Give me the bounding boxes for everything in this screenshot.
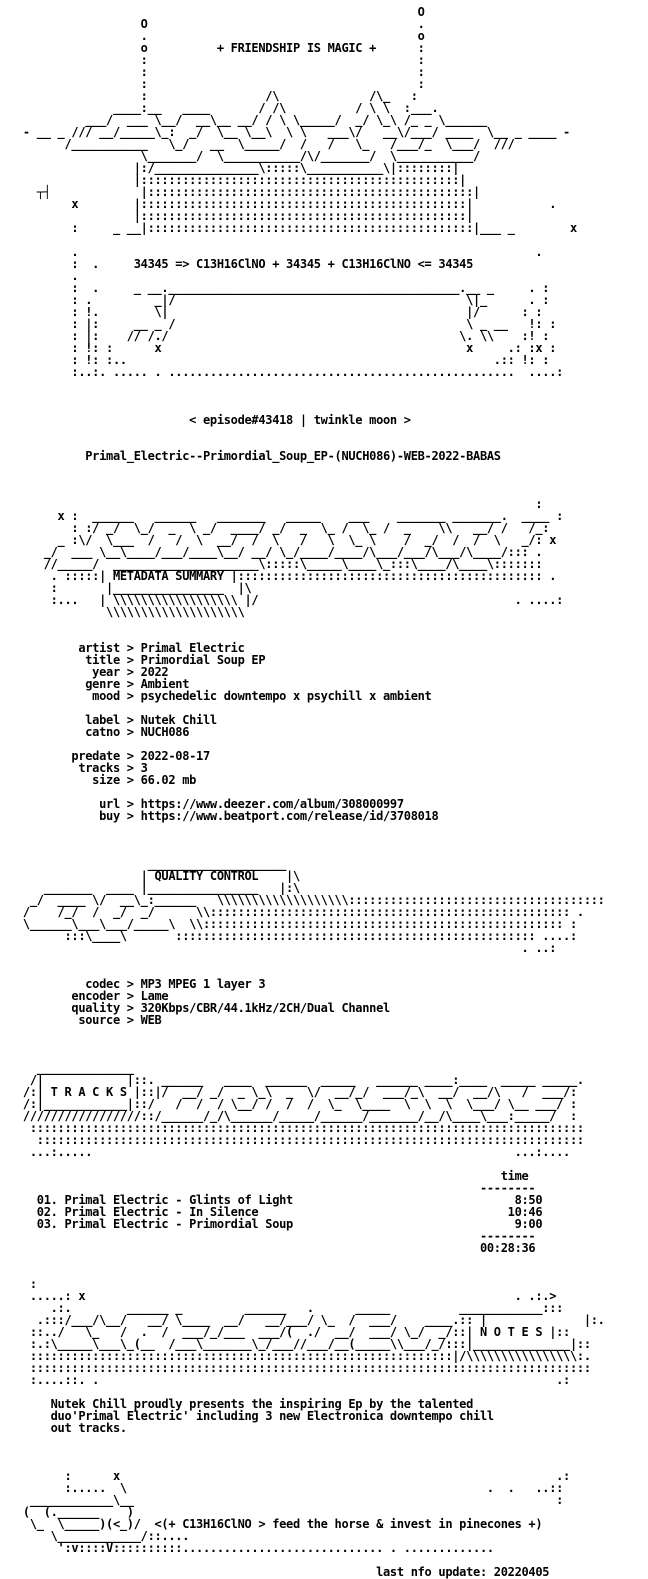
nfo-line: ::../ \_ / . / ___/_/___ ___/( ./ __/ ___/ \_/ _/::| N O T E S |:: <box>16 1325 570 1339</box>
nfo-line: x : ______ ______ _______ _____ ___ _______ _______. ____ : <box>16 509 564 523</box>
nfo-line: : : <box>16 53 425 67</box>
nfo-line: ':v::::V::::::::::............................. . ............. <box>16 1541 494 1555</box>
nfo-line: \_______/ \___________/\/_______/ \___________/ <box>16 149 480 163</box>
nfo-line: |:/_______________\:::::\___________\|::::::::| <box>16 161 460 175</box>
nfo-line: 02. Primal Electric - In Silence 10:46 <box>16 1205 543 1219</box>
nfo-line: duo'Primal Electric' including 3 new Electronica downtempo chill <box>16 1409 494 1423</box>
nfo-line: : . 34345 => C13H16ClNO + 34345 + C13H16ClNO <= 34345 <box>16 257 474 271</box>
nfo-line: \_ \_____)(<_)/ <(+ C13H16ClNO > feed the horse & invest in pinecones +) <box>16 1517 543 1531</box>
nfo-line: /:|____________|::/ / / / \__/ / / / \_ \____ \ \ \ \___/ \__ ___/ : <box>16 1097 577 1111</box>
nfo-line: :....::. . .: <box>16 1373 570 1387</box>
nfo-line: _/ ____ \/ __\_:______ \\\\\\\\\\\\\\\\\\\::::::::::::::::::::::::::::::::::::: <box>16 893 605 907</box>
nfo-line: :::\____\ :::::::::::::::::::::::::::::::::::::::::::::::::::: ....: <box>16 929 577 943</box>
nfo-line: / /_/ / _/ _/ \\:::::::::::::::::::::::::::::::::::::::::::::::::::: . <box>16 905 584 919</box>
nfo-line: //_____/ _____________________\:::::\_____\____\_:::\____/\____\::::::: <box>16 557 543 571</box>
nfo-line: : : <box>16 65 425 79</box>
nfo-line: :::::::::::::::::::::::::::::::::::::::::::::::::::::::::::::::::::::::::::::::: <box>16 1121 584 1135</box>
nfo-line: |::::::::::::::::::::::::::::::::::::::::::::::| <box>16 173 467 187</box>
nfo-line: x |:::::::::::::::::::::::::::::::::::::::::::::::| . <box>16 197 557 211</box>
nfo-line: ( (.______ ) <box>16 1505 134 1519</box>
nfo-line: : !: : x x .: :x : <box>16 341 557 355</box>
nfo-line: ___/ ___ \__/ __\__ __/ / \ \_____/ _/ \_\ /_ _ \______ <box>16 113 487 127</box>
nfo-line: :::::::::::::::::::::::::::::::::::::::::::::::::::::::::::::|/\\\\\\\\\\\\\\\\:. <box>16 1349 591 1363</box>
nfo-line: /___________ \_/ __ \_____/ / / \_ /___/_ \___/ /// <box>16 137 515 151</box>
nfo-line: /| |::. ______ ____ ______ _____ ______ ____:____ _____ _____. <box>16 1073 584 1087</box>
nfo-line: : :/ _/ \_/ _ \ _/ ____/ _/ _ \_ / \_ / _ \\ __/ / /_: <box>16 521 550 535</box>
nfo-line: \____________/::.... <box>16 1529 190 1543</box>
nfo-line: : |: // /./ \. \\ :! : <box>16 329 550 343</box>
nfo-line: . <box>16 269 79 283</box>
nfo-line: _______ ____ |________________ |:\ <box>16 881 300 895</box>
nfo-line: /:| T R A C K S |::|/ __/ _/ _ \_\ _ \/ __/_/ ___/_\ __/ __/\ / ___/: <box>16 1085 577 1099</box>
nfo-line: :... | \\\\\\\\\\\\\\\\\\ |/ . ....: <box>16 593 564 607</box>
nfo-line: .:. ______ _ ______ . _____ ____________::: <box>16 1301 564 1315</box>
nfo-line: mood > psychedelic downtempo x psychill x ambient <box>16 689 432 703</box>
nfo-line: : <box>16 497 543 511</box>
nfo-line: size > 66.02 mb <box>16 773 197 787</box>
nfo-line: .:::/___/\__/ __/ \____ __/ __/___/ \_ / ___/ ____.:: | |:. <box>16 1313 605 1327</box>
nfo-line: 01. Primal Electric - Glints of Light 8:50 <box>16 1193 543 1207</box>
nfo-line: |:::::::::::::::::::::::::::::::::::::::::::::::| <box>16 209 474 223</box>
nfo-line: url > https://www.deezer.com/album/308000997 <box>16 797 404 811</box>
nfo-line: . :::::| METADATA SUMMARY |:::::::::::::::::::::::::::::::::::::::::::: . <box>16 569 557 583</box>
nfo-line: .....: x . .:.> <box>16 1289 557 1303</box>
nfo-line: : _ __|:::::::::::::::::::::::::::::::::::::::::::::::|___ _ x <box>16 221 577 235</box>
nfo-line: buy > https://www.beatport.com/release/id/3708018 <box>16 809 439 823</box>
nfo-line: artist > Primal Electric <box>16 641 245 655</box>
nfo-line: out tracks. <box>16 1421 127 1435</box>
nfo-line: year > 2022 <box>16 665 169 679</box>
nfo-line: . ..: <box>16 941 557 955</box>
nfo-line: : <box>16 1277 37 1291</box>
nfo-line: O <box>16 5 425 19</box>
nfo-line: /////////////////::/______/_/\______/_____/______/_______/__/\____\___:_____/ : <box>16 1109 577 1123</box>
nfo-line: : !. \| |/ : : <box>16 305 543 319</box>
nfo-line: : |: __ _ / \ _ __ !: : <box>16 317 557 331</box>
nfo-line: : !: :.. .:: !: : <box>16 353 550 367</box>
nfo-line: Primal_Electric--Primordial_Soup_EP-(NUCH086)-WEB-2022-BABAS <box>16 449 501 463</box>
nfo-line: predate > 2022-08-17 <box>16 749 210 763</box>
nfo-line: -------- <box>16 1181 536 1195</box>
nfo-line: source > WEB <box>16 1013 162 1027</box>
nfo-line: :.:\_____\___\_(__ /___\_______\_/___//___/__(_____\\___/_/:::|______________|:: <box>16 1337 591 1351</box>
nfo-line: label > Nutek Chill <box>16 713 217 727</box>
nfo-line: : : <box>16 77 425 91</box>
nfo-line: ____________________ <box>16 857 287 871</box>
nfo-line: ┬┤ |:::::::::::::::::::::::::::::::::::::::::::::::| <box>16 185 480 199</box>
nfo-line: _/ ___ \__\____/___/____\__/ __/ \_/____/____/\___/___/\___/\____/::: . <box>16 545 543 559</box>
nfo-line: : . _ __.__________________________________________.__ _ . : <box>16 281 550 295</box>
nfo-line: . o <box>16 29 425 43</box>
nfo-line: 03. Primal Electric - Primordial Soup 9:00 <box>16 1217 543 1231</box>
nfo-line: : x .: <box>16 1469 570 1483</box>
nfo-line: encoder > Lame <box>16 989 169 1003</box>
nfo-line: - __ _ /// __/_____\_: _/ \__ \__\ \ \ ___\/ __\/___/ ____ \__ _ ____ - <box>16 125 570 139</box>
nfo-line: ____________\__ : <box>16 1493 564 1507</box>
nfo-line: -------- <box>16 1229 536 1243</box>
nfo-line: tracks > 3 <box>16 761 148 775</box>
nfo-line: quality > 320Kbps/CBR/44.1kHz/2CH/Dual Channel <box>16 1001 390 1015</box>
nfo-line: : . _|/ \|_ . : <box>16 293 550 307</box>
nfo-line: time <box>16 1169 529 1183</box>
nfo-line: : |________________ |\ <box>16 581 252 595</box>
nfo-line: title > Primordial Soup EP <box>16 653 266 667</box>
nfo-line: :..... \ . . ..:: <box>16 1481 564 1495</box>
nfo-line: o + FRIENDSHIP IS MAGIC + : <box>16 41 425 55</box>
nfo-line: < episode#43418 | twinkle moon > <box>16 413 411 427</box>
nfo-text <box>16 6 605 1578</box>
nfo-line: : /\ /\_ : <box>16 89 439 103</box>
nfo-line: genre > Ambient <box>16 677 190 691</box>
nfo-line: ::::::::::::::::::::::::::::::::::::::::::::::::::::::::::::::::::::::::::::::::: <box>16 1361 591 1375</box>
nfo-line: ______________ <box>16 1061 134 1075</box>
nfo-line: O . <box>16 17 425 31</box>
nfo-line: ...:..... ...:.... <box>16 1145 570 1159</box>
nfo-line: 00:28:36 <box>16 1241 536 1255</box>
nfo-line: Nutek Chill proudly presents the inspiring Ep by the talented <box>16 1397 474 1411</box>
nfo-line: codec > MP3 MPEG 1 layer 3 <box>16 977 266 991</box>
nfo-line: \______\___\___/_____\ \\:::::::::::::::::::::::::::::::::::::::::::::::::::: : <box>16 917 577 931</box>
nfo-line: | QUALITY CONTROL |\ <box>16 869 300 883</box>
nfo-line: ::::::::::::::::::::::::::::::::::::::::::::::::::::::::::::::::::::::::::::::: <box>16 1133 584 1147</box>
nfo-line: last nfo update: 20220405 <box>16 1565 550 1579</box>
nfo-line: :..:. ..... . .................................................. ....: <box>16 365 564 379</box>
nfo-line: catno > NUCH086 <box>16 725 190 739</box>
nfo-line: \\\\\\\\\\\\\\\\\\\\ <box>16 605 245 619</box>
nfo-line: . . <box>16 245 543 259</box>
nfo-line: ____:__ ____ / /\ / \ \ :___. <box>16 101 439 115</box>
nfo-line: _ :\/ \___ / / \ __/ / \ / \ \_ \ / _/ / / \ _/: x <box>16 533 557 547</box>
